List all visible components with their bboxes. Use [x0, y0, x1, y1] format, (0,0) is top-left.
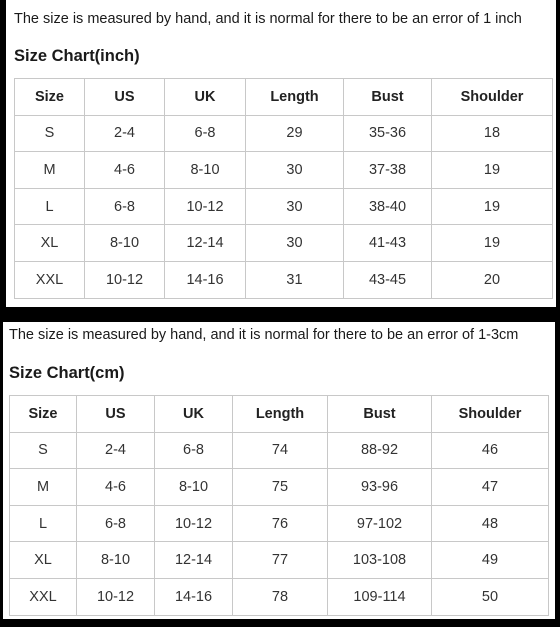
header-us: US	[77, 396, 155, 433]
cell-shoulder: 50	[432, 578, 549, 615]
size-table-cm	[9, 395, 549, 616]
cell-shoulder: 49	[432, 542, 549, 579]
cell-length: 78	[233, 578, 328, 615]
cell-size: M	[10, 469, 77, 506]
cell-uk: 10-12	[155, 505, 233, 542]
table-row	[15, 152, 553, 189]
table-header-row	[15, 79, 553, 116]
cell-length: 76	[233, 505, 328, 542]
measurement-note-cm: The size is measured by hand, and it is normal for there to be an error of 1-3cm	[9, 327, 519, 343]
cell-us: 8-10	[85, 225, 165, 262]
cell-bust: 97-102	[328, 505, 432, 542]
cell-shoulder: 18	[432, 115, 553, 152]
size-chart-title-cm: Size Chart(cm)	[9, 364, 125, 382]
cell-uk: 14-16	[165, 261, 246, 298]
cell-uk: 6-8	[155, 432, 233, 469]
table-row	[10, 578, 549, 615]
cell-shoulder: 20	[432, 261, 553, 298]
header-shoulder: Shoulder	[432, 79, 553, 116]
cell-bust: 37-38	[344, 152, 432, 189]
table-row	[15, 188, 553, 225]
table-row	[10, 542, 549, 579]
header-uk: UK	[165, 79, 246, 116]
cell-shoulder: 19	[432, 225, 553, 262]
cell-size: XL	[10, 542, 77, 579]
table-row	[10, 469, 549, 506]
cell-length: 31	[246, 261, 344, 298]
header-size: Size	[15, 79, 85, 116]
cell-size: M	[15, 152, 85, 189]
cell-us: 4-6	[85, 152, 165, 189]
table-header-row	[10, 396, 549, 433]
table-row	[10, 505, 549, 542]
table-row	[15, 261, 553, 298]
header-length: Length	[233, 396, 328, 433]
cell-uk: 8-10	[155, 469, 233, 506]
cell-bust: 35-36	[344, 115, 432, 152]
header-shoulder: Shoulder	[432, 396, 549, 433]
cell-bust: 103-108	[328, 542, 432, 579]
cell-length: 74	[233, 432, 328, 469]
cell-length: 75	[233, 469, 328, 506]
cell-size: XL	[15, 225, 85, 262]
cell-bust: 38-40	[344, 188, 432, 225]
cell-length: 30	[246, 225, 344, 262]
size-table-inch	[14, 78, 553, 299]
cell-uk: 10-12	[165, 188, 246, 225]
cell-length: 29	[246, 115, 344, 152]
cell-size: S	[15, 115, 85, 152]
cell-bust: 43-45	[344, 261, 432, 298]
cell-us: 2-4	[77, 432, 155, 469]
cell-bust: 93-96	[328, 469, 432, 506]
table-row	[15, 115, 553, 152]
cell-size: S	[10, 432, 77, 469]
cell-size: L	[15, 188, 85, 225]
cell-size: L	[10, 505, 77, 542]
cell-shoulder: 48	[432, 505, 549, 542]
cell-shoulder: 46	[432, 432, 549, 469]
cell-us: 10-12	[85, 261, 165, 298]
cm-size-chart-panel	[3, 322, 555, 619]
cell-us: 10-12	[77, 578, 155, 615]
cell-length: 30	[246, 188, 344, 225]
cell-bust: 41-43	[344, 225, 432, 262]
header-us: US	[85, 79, 165, 116]
header-size: Size	[10, 396, 77, 433]
cell-bust: 109-114	[328, 578, 432, 615]
cell-uk: 12-14	[165, 225, 246, 262]
cell-bust: 88-92	[328, 432, 432, 469]
cell-length: 77	[233, 542, 328, 579]
cell-uk: 14-16	[155, 578, 233, 615]
measurement-note-inch: The size is measured by hand, and it is normal for there to be an error of 1 inch	[14, 11, 522, 27]
cell-uk: 8-10	[165, 152, 246, 189]
cell-us: 4-6	[77, 469, 155, 506]
inch-size-chart-panel	[6, 0, 556, 307]
cell-us: 6-8	[77, 505, 155, 542]
cell-size: XXL	[15, 261, 85, 298]
cell-shoulder: 47	[432, 469, 549, 506]
table-row	[10, 432, 549, 469]
cell-shoulder: 19	[432, 188, 553, 225]
cell-shoulder: 19	[432, 152, 553, 189]
cell-length: 30	[246, 152, 344, 189]
cell-us: 2-4	[85, 115, 165, 152]
header-uk: UK	[155, 396, 233, 433]
cell-uk: 6-8	[165, 115, 246, 152]
header-bust: Bust	[344, 79, 432, 116]
cell-size: XXL	[10, 578, 77, 615]
cell-us: 6-8	[85, 188, 165, 225]
cell-us: 8-10	[77, 542, 155, 579]
table-row	[15, 225, 553, 262]
size-chart-title-inch: Size Chart(inch)	[14, 47, 140, 65]
header-bust: Bust	[328, 396, 432, 433]
header-length: Length	[246, 79, 344, 116]
cell-uk: 12-14	[155, 542, 233, 579]
